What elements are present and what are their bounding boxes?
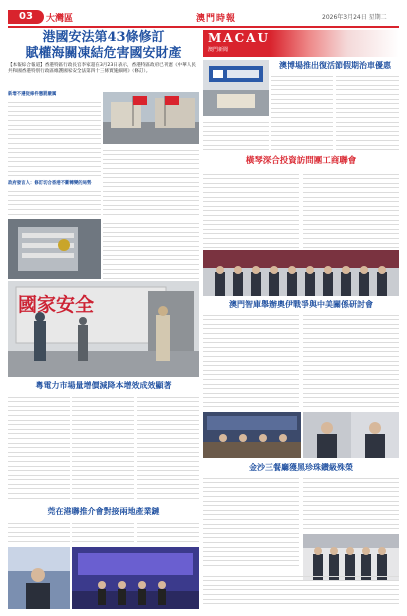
macau-story1-col2 (336, 72, 399, 152)
section-name: 大灣區 (46, 14, 74, 24)
macau-story3-col1 (203, 311, 299, 409)
paper-title: 澳門時報 (196, 14, 237, 24)
lead-photo-building (8, 219, 101, 279)
lead-headline-line2: 賦權海關凍結危害國安財產 (25, 46, 182, 61)
macau-banner-graphic (270, 30, 399, 57)
macau-banner-title: MACAU (208, 31, 270, 45)
lead-headline (8, 30, 199, 62)
lead-paragraph: 【本報綜合報道】香港特區行政長官李家超在3月23日表示，香港特區政府已刊憲《中華人民共和國香港特別行政區維護國家安全法第四十三條實施細則》（修訂）。 (8, 63, 196, 75)
page-number: 03 (8, 10, 44, 24)
bl-story2-photo-stage (72, 547, 199, 609)
bl-story2-photo-speaker (8, 547, 70, 609)
lead-photo-flags (103, 92, 199, 144)
header-rule (8, 26, 399, 28)
bl-story2-col2 (72, 519, 134, 545)
macau-story3-photo-speakers (303, 412, 399, 458)
bl-story2-col3 (137, 519, 199, 545)
lead-body-col2 (103, 146, 199, 218)
bl-story2-title: 莞在港聯推介會對接兩地產業鏈 (47, 506, 160, 516)
lead-body-col1b (8, 187, 101, 217)
macau-story2-title: 橫琴深合投資訪問團工商聯會 (245, 156, 357, 166)
macau-story4-col1 (203, 474, 299, 570)
macau-story4-title: 金沙三餐廳獲黑珍珠鑽級殊榮 (249, 462, 353, 472)
bl-story1-col3 (137, 393, 199, 503)
lead-body-col3 (103, 219, 199, 279)
macau-story1-col0 (203, 118, 269, 152)
macau-banner-subtitle: 澳門新聞 (208, 47, 229, 53)
macau-story4-col2 (303, 474, 399, 532)
macau-story1-photo (203, 60, 269, 116)
macau-story2-photo-group (203, 250, 399, 296)
lead-subhead-2: 政府發言人：修訂切合香港不斷轉變的局勢 (8, 181, 92, 186)
bl-story1-col2 (72, 393, 134, 503)
macau-story4-col3 (203, 572, 399, 608)
macau-story2-col2 (303, 170, 399, 248)
macau-story2-col1 (203, 170, 299, 248)
lead-subhead-1: 新增不遵從條件懲罰嚴厲 (8, 92, 57, 97)
macau-story1-title: 澳博場推出復活節假期治車優惠 (279, 60, 391, 70)
bl-story1-title: 粵電力市場量增價減降本增效成效顯著 (35, 380, 172, 390)
exhibition-sign: 國家安全 (18, 294, 95, 316)
bl-story2-col1 (8, 519, 70, 545)
macau-story3-title: 澳門智庫舉辦奧伊戰爭與中美關係研討會 (229, 299, 373, 309)
macau-story3-col2 (303, 311, 399, 409)
lead-headline-line1: 港國安法第43條修訂 (42, 30, 165, 45)
macau-story3-photo-panel (203, 412, 301, 458)
bl-story1-col1 (8, 393, 70, 503)
macau-story1-col1 (271, 72, 333, 152)
issue-date: 2026年3月24日 星期二 (322, 14, 387, 21)
lead-body-col1 (8, 98, 101, 176)
